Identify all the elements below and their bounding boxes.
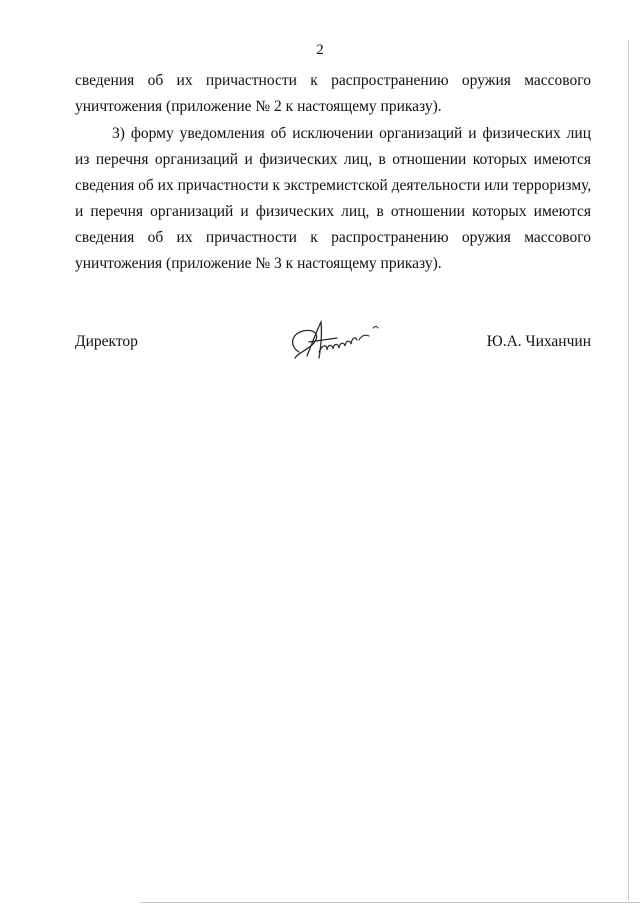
page-number: 2 bbox=[316, 42, 324, 58]
list-item-3-first-line: 3) форму уведомления об исключении организаций и физических лиц bbox=[112, 125, 591, 142]
text-line: и перечня организаций и физических лиц, в отношении которых имеются bbox=[75, 203, 591, 220]
text-line: уничтожения (приложение № 3 к настоящему приказу). bbox=[75, 255, 442, 272]
text-line: из перечня организаций и физических лиц, в отношении которых имеются bbox=[75, 151, 591, 168]
signer-position: Директор bbox=[75, 333, 138, 350]
scan-edge-line bbox=[628, 40, 629, 900]
signature-block bbox=[75, 328, 591, 372]
text-line: сведения об их причастности к распространению оружия массового bbox=[75, 72, 591, 89]
text-line: сведения об их причастности к экстремистской деятельности или терроризму, bbox=[75, 177, 592, 194]
handwritten-signature bbox=[285, 316, 395, 366]
scan-edge-line bbox=[140, 902, 640, 903]
text-line: уничтожения (приложение № 2 к настоящему приказу). bbox=[75, 98, 442, 115]
signer-name: Ю.А. Чиханчин bbox=[486, 333, 591, 350]
text-line: сведения об их причастности к распространению оружия массового bbox=[75, 229, 591, 246]
